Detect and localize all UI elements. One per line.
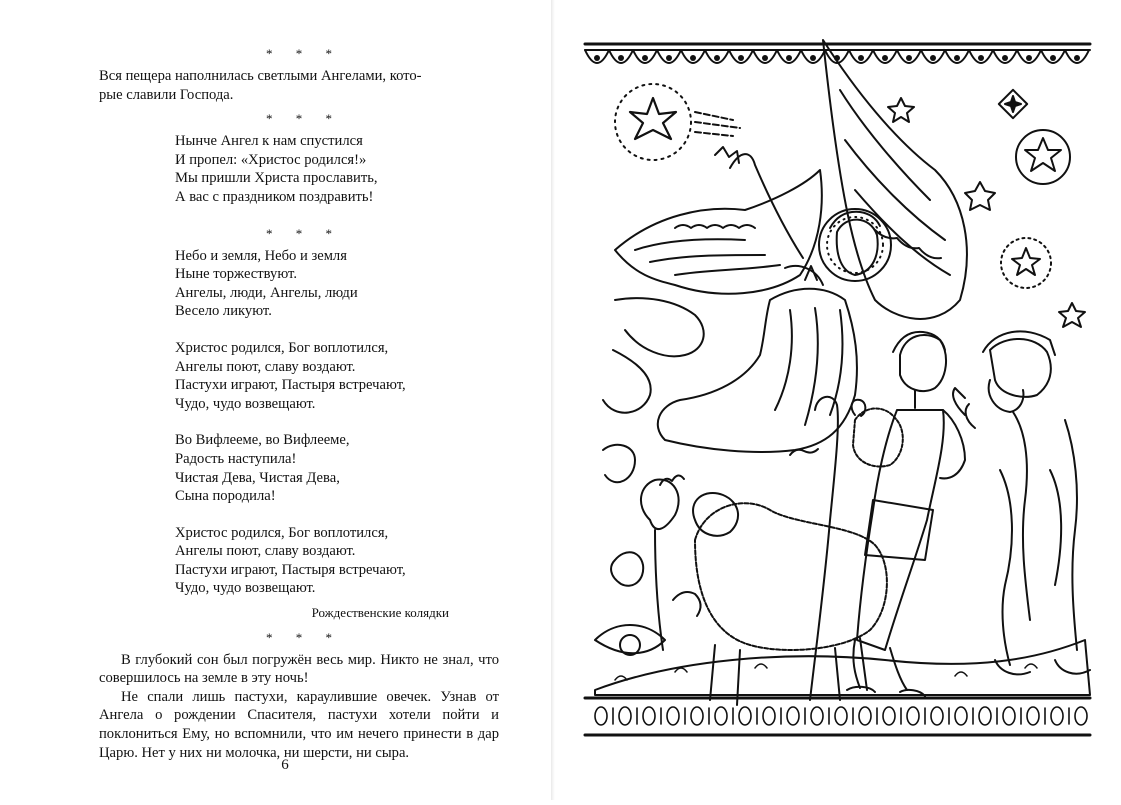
source-attribution: Рождественские колядки — [311, 605, 449, 621]
poem-line: А вас с праздником поздравить! — [175, 188, 374, 205]
poem-stanza — [175, 339, 499, 413]
poem-line: Радость наступила! — [175, 450, 297, 467]
poem-stanza — [175, 524, 499, 598]
separator: * * * — [266, 46, 342, 61]
poem-line: Во Вифлееме, во Вифлееме, — [175, 432, 350, 449]
intro-line-1: Вся пещера наполнилась светлыми Ангелами, кото- — [99, 68, 422, 84]
poem-line: Весело ликуют. — [175, 303, 272, 320]
poem-line: Ангелы поют, славу воздают. — [175, 358, 356, 375]
right-page — [555, 0, 1121, 800]
poem-line: Чистая Дева, Чистая Дева, — [175, 469, 340, 486]
separator: * * * — [266, 629, 342, 645]
intro-paragraph — [99, 67, 499, 104]
poem-line: Мы пришли Христа прославить, — [175, 170, 378, 187]
foliage — [595, 475, 701, 655]
illustration — [555, 0, 1121, 800]
separator: * * * — [266, 225, 342, 241]
prose-paragraph: Не спали лишь пастухи, караулившие овечек. Узнав от Ангела о рождении Спасителя, пастухи хотели пойти и поклониться Ему, но вспомнили, что им нечего принести в дар Царю. Нет у них ни молочка, ни шерсти, ни сыра. — [99, 688, 499, 761]
ground — [595, 640, 1090, 695]
sheep-figure — [693, 493, 887, 705]
poem-line: Пастухи играют, Пастыря встречают, — [175, 377, 406, 394]
poem-stanza — [175, 132, 499, 206]
poem-line: Сына породила! — [175, 488, 276, 505]
text-column — [99, 45, 499, 762]
old-shepherd-figure — [953, 331, 1090, 674]
intro-line-2: рые славили Господа. — [99, 86, 234, 103]
poem-line: Христос родился, Бог воплотился, — [175, 339, 389, 356]
poem-stanza — [175, 247, 499, 321]
poem-line: Нынче Ангел к нам спустился — [175, 133, 363, 150]
poem-line: Ангелы, люди, Ангелы, люди — [175, 284, 358, 301]
poem-stanza — [175, 431, 499, 505]
poem-line: Христос родился, Бог воплотился, — [175, 524, 389, 541]
page-number: 6 — [281, 757, 289, 773]
young-shepherd-figure — [790, 332, 965, 700]
bottom-border-ornament — [585, 698, 1090, 735]
prose-block — [99, 651, 499, 763]
top-border-ornament — [585, 44, 1090, 710]
poem-line: Небо и земля, Небо и земля — [175, 247, 347, 264]
poem-line: Ныне торжествуют. — [175, 266, 297, 283]
left-page — [0, 0, 553, 800]
poem-line: И пропел: «Христос родился!» — [175, 151, 367, 168]
poem-line: Чудо, чудо возвещают. — [175, 395, 316, 412]
poem-line: Пастухи играют, Пастыря встречают, — [175, 561, 406, 578]
poem-line: Чудо, чудо возвещают. — [175, 580, 316, 597]
poem-line: Ангелы поют, славу воздают. — [175, 543, 356, 560]
stars-icon — [888, 90, 1085, 327]
prose-paragraph: В глубокий сон был погружён весь мир. Никто не знал, что совершилось на земле в эту ночь! — [99, 651, 499, 687]
separator: * * * — [266, 111, 342, 127]
